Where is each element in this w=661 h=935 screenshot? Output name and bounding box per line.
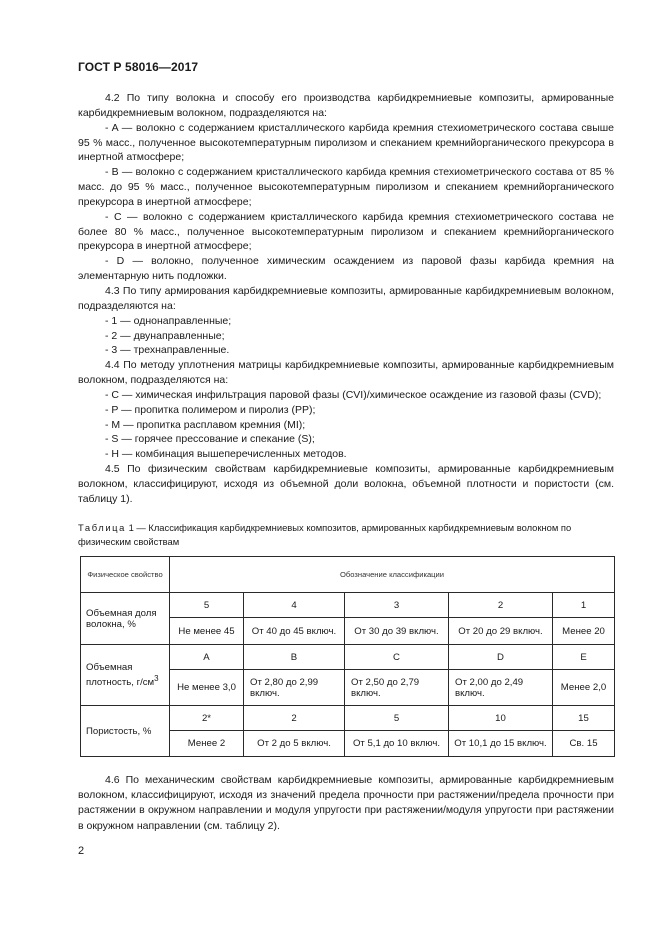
table-row-porosity-codes bbox=[81, 706, 615, 731]
paragraph-4-3: 4.3 По типу армирования карбидкремниевые композиты, армированные карбидкремниевым волокном, подразделяются на: bbox=[78, 284, 614, 312]
body-text bbox=[78, 91, 614, 507]
table-caption bbox=[78, 521, 618, 548]
class-value: Менее 2 bbox=[170, 731, 244, 757]
class-code: 5 bbox=[345, 706, 449, 731]
class-code: 2 bbox=[244, 706, 345, 731]
header-classification-designation: Обозначение классификации bbox=[170, 557, 615, 593]
header-physical-property: Физическое свойство bbox=[81, 557, 170, 593]
class-code: E bbox=[553, 645, 615, 670]
classification-table bbox=[80, 556, 615, 757]
class-code: 15 bbox=[553, 706, 615, 731]
superscript: 3 bbox=[154, 673, 159, 683]
class-code: 3 bbox=[345, 593, 449, 618]
list-item-method-c: - C — химическая инфильтрация паровой фазы (CVI)/химическое осаждение из газовой фазы (CVD); bbox=[105, 388, 602, 401]
class-value: Не менее 3,0 bbox=[170, 670, 244, 706]
list-item-method-s: - S — горячее прессование и спекание (S); bbox=[105, 433, 315, 446]
list-item-fiber-a: - A — волокно с содержанием кристаллического карбида кремния стехиометрического состава свыше 95 % масс., полученное высокотемпературным пиролизом и спеканием кремнийорганического прекурсора в инертной атмосфере; bbox=[78, 121, 614, 164]
class-value: От 2 до 5 включ. bbox=[244, 731, 345, 757]
row-head-fiber-fraction: Объемная доля волокна, % bbox=[81, 593, 170, 645]
class-value: Св. 15 bbox=[553, 731, 615, 757]
list-item-reinforcement-3: - 3 — трехнаправленные. bbox=[105, 344, 230, 357]
paragraph-4-4: 4.4 По методу уплотнения матрицы карбидкремниевые композиты, армированные карбидкремниевым волокном, подразделяются на: bbox=[78, 359, 614, 387]
class-value: От 2,50 до 2,79 включ. bbox=[345, 670, 449, 706]
class-value: От 20 до 29 включ. bbox=[449, 618, 553, 645]
document-code: ГОСТ Р 58016—2017 bbox=[78, 60, 199, 74]
class-value: Менее 20 bbox=[553, 618, 615, 645]
class-code: 5 bbox=[170, 593, 244, 618]
class-value: От 30 до 39 включ. bbox=[345, 618, 449, 645]
class-code: 10 bbox=[449, 706, 553, 731]
list-item-fiber-d: - D — волокно, полученное химическим осаждением из паровой фазы карбида кремния на элементарную нить подложки. bbox=[78, 255, 614, 283]
paragraph-4-6: 4.6 По механическим свойствам карбидкремниевые композиты, армированные карбидкремниевым волокном, классифицируют, исходя из значений предела прочности при растяжении/предела прочности при растяжении в окружном направлении и модуля упругости при растяжении/модуля упругости при растяжении в окружном направлении (см. таблицу 2). bbox=[78, 774, 614, 832]
class-value: От 2,80 до 2,99 включ. bbox=[244, 670, 345, 706]
list-item-method-p: - P — пропитка полимером и пиролиз (PP); bbox=[105, 403, 316, 416]
class-value: От 2,00 до 2,49 включ. bbox=[449, 670, 553, 706]
class-code: 4 bbox=[244, 593, 345, 618]
list-item-reinforcement-2: - 2 — двунаправленные; bbox=[105, 329, 225, 342]
table-row-fiber-fraction-codes bbox=[81, 593, 615, 618]
page-number: 2 bbox=[78, 845, 85, 857]
class-code: 2 bbox=[449, 593, 553, 618]
after-table-text bbox=[78, 773, 614, 834]
table-row-density-codes bbox=[81, 645, 615, 670]
row-head-bulk-density bbox=[81, 645, 170, 706]
class-code: A bbox=[170, 645, 244, 670]
row-head-bulk-density-text: Объемная плотность, г/см bbox=[86, 661, 155, 689]
class-value: Не менее 45 bbox=[170, 618, 244, 645]
list-item-method-m: - M — пропитка расплавом кремния (MI); bbox=[105, 418, 306, 431]
class-code: 2* bbox=[170, 706, 244, 731]
class-code: D bbox=[449, 645, 553, 670]
table-header-row bbox=[81, 557, 615, 593]
class-code: C bbox=[345, 645, 449, 670]
paragraph-4-5: 4.5 По физическим свойствам карбидкремниевые композиты, армированные карбидкремниевым волокном, классифицируют, исходя из объемной доли волокна, объемной плотности и пористости (см. таблицу 1). bbox=[78, 463, 614, 505]
class-code: 1 bbox=[553, 593, 615, 618]
class-value: От 5,1 до 10 включ. bbox=[345, 731, 449, 757]
class-value: От 10,1 до 15 включ. bbox=[449, 731, 553, 757]
list-item-fiber-b: - B — волокно с содержанием кристаллического карбида кремния стехиометрического состава от 85 % масс. до 95 % масс., полученное высокотемпературным пиролизом и спеканием кремнийорганического прекурсора в инертной атмосфере; bbox=[78, 166, 614, 208]
list-item-fiber-c: - C — волокно с содержанием кристаллического карбида кремния стехиометрического состава не более 80 % масс., полученное высокотемпературным пиролизом и спеканием кремнийорганического прекурсора в инертной атмосфере; bbox=[78, 210, 614, 253]
table-caption-text: 1 — Классификация карбидкремниевых композитов, армированных карбидкремниевым волокном по физическим свойствам bbox=[78, 522, 572, 547]
class-value: Менее 2,0 bbox=[553, 670, 615, 706]
class-code: B bbox=[244, 645, 345, 670]
paragraph-4-2: 4.2 По типу волокна и способу его производства карбидкремниевые композиты, армированные карбидкремниевым волокном, подразделяются на: bbox=[78, 92, 614, 119]
row-head-porosity: Пористость, % bbox=[81, 706, 170, 757]
list-item-reinforcement-1: - 1 — однонаправленные; bbox=[105, 314, 232, 327]
list-item-method-h: - H — комбинация вышеперечисленных методов. bbox=[105, 448, 347, 461]
class-value: От 40 до 45 включ. bbox=[244, 618, 345, 645]
table-caption-label: Таблица bbox=[78, 522, 126, 533]
